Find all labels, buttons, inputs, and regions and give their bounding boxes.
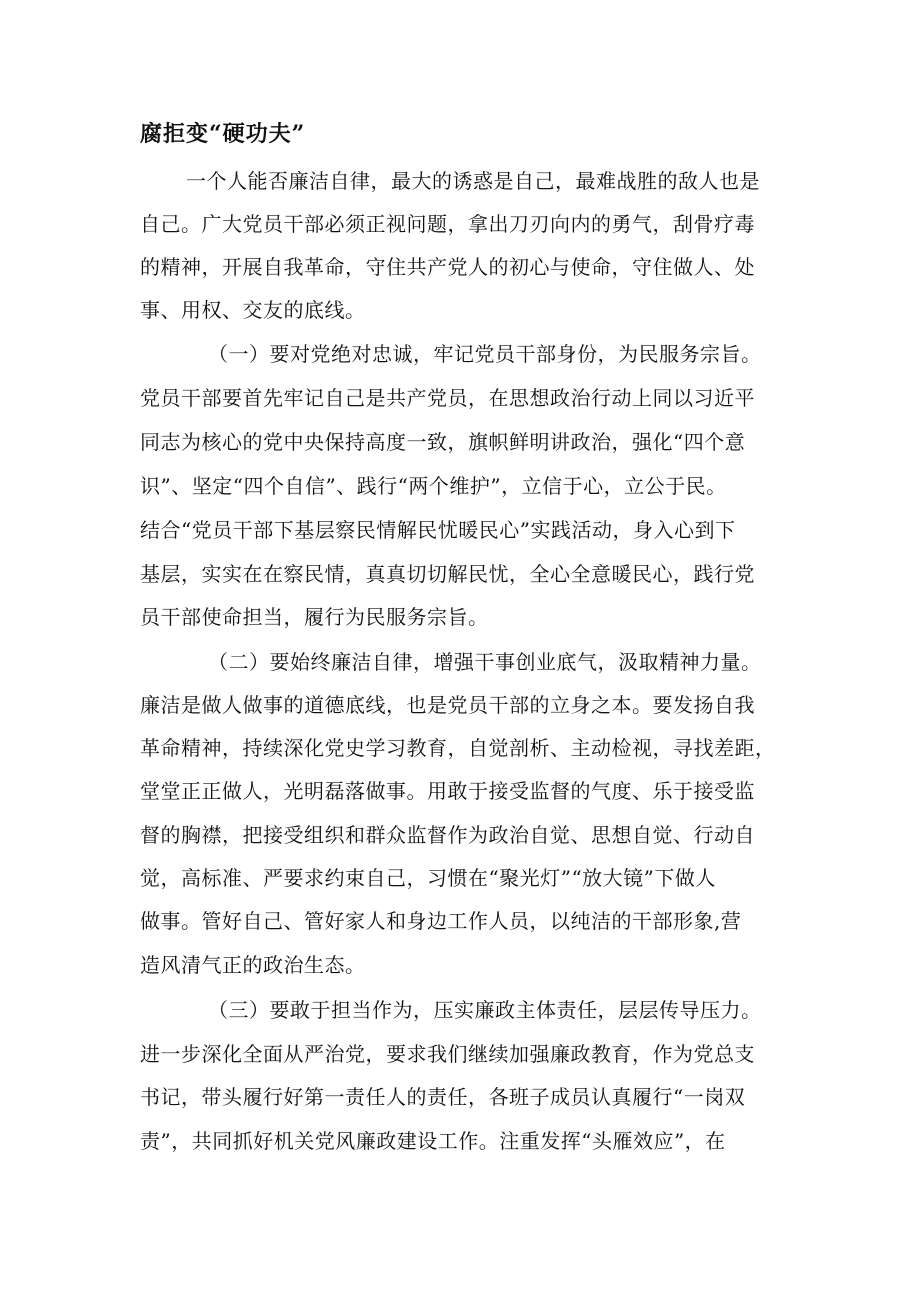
intro-line-1: 一个人能否廉洁自律，最大的诱惑是自己，最难战胜的敌人也是 [186, 169, 760, 193]
section1-line-3: 同志为核心的党中央保持高度一致，旗帜鲜明讲政治，强化“四个意 [140, 430, 746, 454]
section2-line-6: 觉，高标准、严要求约束自己，习惯在“聚光灯”“放大镜”下做人 [140, 866, 716, 890]
section1-line-7: 员干部使命担当，履行为民服务宗旨。 [140, 605, 489, 629]
intro-line-4: 事、用权、交友的底线。 [140, 298, 366, 322]
intro-line-2: 自己。广大党员干部必须正视问题，拿出刀刃向内的勇气，刮骨疗毒 [140, 212, 755, 236]
section3-line-3: 书记，带头履行好第一责任人的责任，各班子成员认真履行“一岗双 [140, 1085, 746, 1109]
section1-line-2: 党员干部要首先牢记自己是共产党员，在思想政治行动上同以习近平 [140, 386, 755, 410]
section2-line-7: 做事。管好自己、管好家人和身边工作人员，以纯洁的干部形象,营 [140, 909, 742, 933]
section1-title: （一）要对党绝对忠诚，牢记党员干部身份，为民服务宗旨。 [208, 342, 762, 366]
section2-line-8: 造风清气正的政治生态。 [140, 953, 366, 977]
section1-line-4: 识”、坚定“四个自信”、践行“两个维护”，立信于心，立公于民。 [140, 474, 727, 498]
section2-line-3: 革命精神，持续深化党史学习教育，自觉剖析、主动检视，寻找差距， [140, 736, 776, 760]
section2-title: （二）要始终廉洁自律，增强干事创业底气，汲取精神力量。 [208, 650, 762, 674]
section-heading: 腐拒变“硬功夫” [140, 121, 306, 147]
intro-line-3: 的精神，开展自我革命，守住共产党人的初心与使命，守住做人、处 [140, 255, 755, 279]
section2-line-4: 堂堂正正做人，光明磊落做事。用敢于接受监督的气度、乐于接受监 [140, 779, 755, 803]
section2-line-5: 督的胸襟，把接受组织和群众监督作为政治自觉、思想自觉、行动自 [140, 823, 755, 847]
section3-line-2: 进一步深化全面从严治党，要求我们继续加强廉政教育，作为党总支 [140, 1042, 755, 1066]
section1-line-5: 结合“党员干部下基层察民情解民忧暖民心”实践活动，身入心到下 [140, 518, 736, 542]
section3-line-4: 责”，共同抓好机关党风廉政建设工作。注重发挥“头雁效应”，在 [140, 1129, 726, 1153]
section1-line-6: 基层，实实在在察民情，真真切切解民忧，全心全意暖民心，践行党 [140, 562, 755, 586]
section3-title: （三）要敢于担当作为，压实廉政主体责任，层层传导压力。 [208, 998, 762, 1022]
section2-line-2: 廉洁是做人做事的道德底线，也是党员干部的立身之本。要发扬自我 [140, 693, 755, 717]
